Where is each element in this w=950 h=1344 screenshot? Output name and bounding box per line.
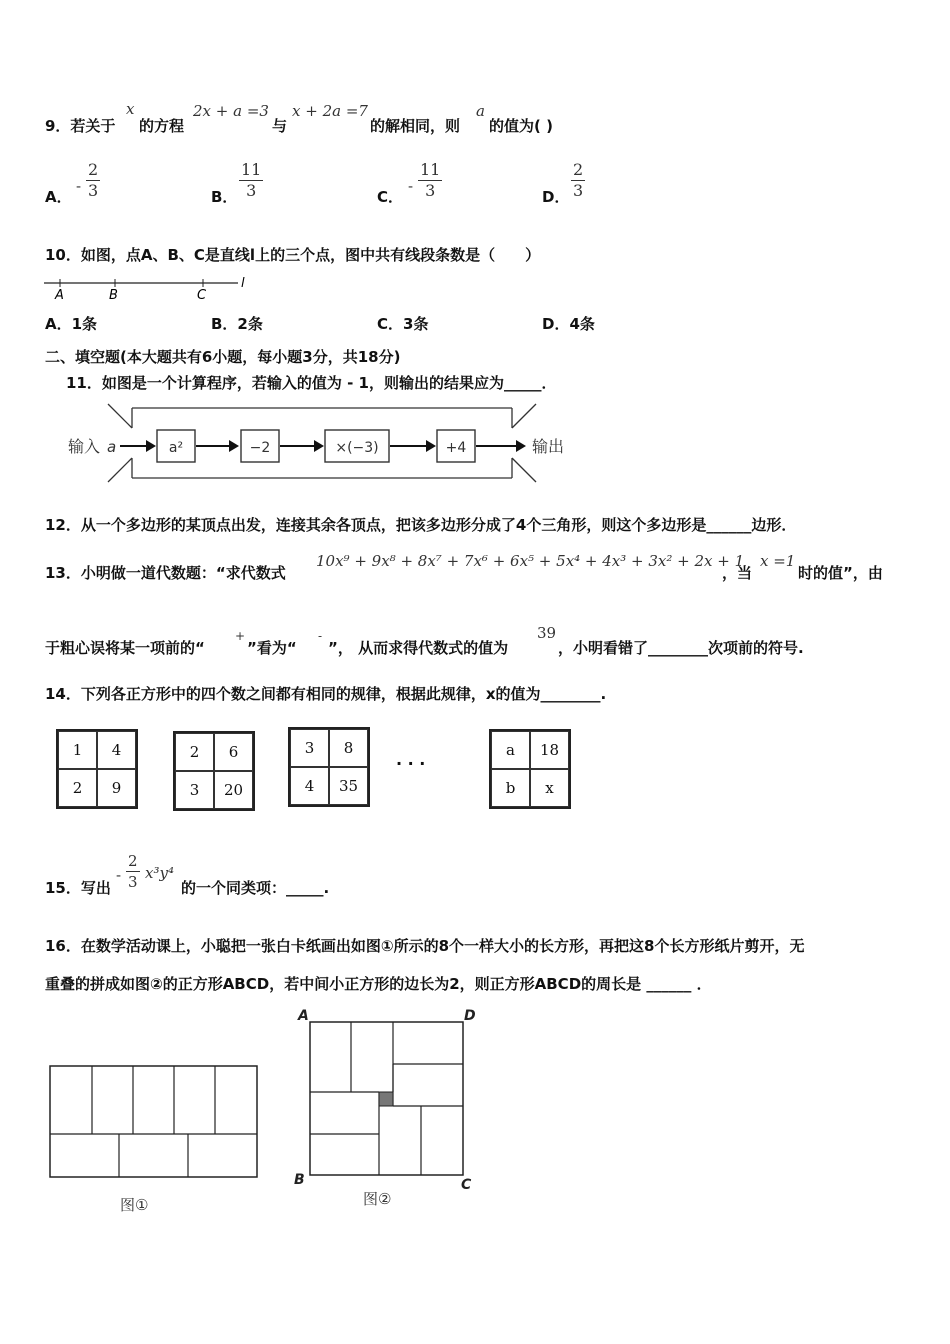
- q11-input-var: a: [107, 438, 117, 456]
- q13-minus: -: [318, 629, 323, 643]
- q14-stem: 14．下列各正方形中的四个数之间都有相同的规律，根据此规律，x的值为________.: [45, 685, 607, 703]
- q9-stem-end: 的值为( ): [489, 117, 553, 135]
- q10-option-c: C．3条: [377, 315, 429, 333]
- q9-option-c-den: 3: [425, 181, 436, 200]
- q11-stem: 11．如图是一个计算程序，若输入的值为 - 1，则输出的结果应为_____．: [66, 374, 557, 392]
- q12-stem: 12．从一个多边形的某顶点出发，连接其余各顶点，把该多边形分成了4个三角形，则这个多边形是______边形．: [45, 516, 797, 534]
- q14-square-3-cell: 8: [329, 729, 368, 767]
- q10-stem: 10．如图，点A、B、C是直线l上的三个点，图中共有线段条数是（ ）: [45, 246, 541, 264]
- q16-line-2: 重叠的拼成如图②的正方形ABCD，若中间小正方形的边长为2，则正方形ABCD的周长是 ______ ．: [45, 975, 712, 993]
- q9-option-b-num: 11: [241, 160, 262, 179]
- q13-line2-pre: 于粗心误将某一项前的“: [45, 639, 205, 657]
- q16-corner-d: D: [464, 1008, 476, 1024]
- q15-stem-end: 的一个同类项：_____.: [181, 879, 330, 897]
- q10-point-a: A: [55, 288, 64, 303]
- q13-line1-end: 时的值”，由: [798, 564, 883, 582]
- q13-plus: +: [235, 629, 246, 643]
- q16-corner-b: B: [294, 1172, 305, 1188]
- q15-stem-pre: 15．写出: [45, 879, 111, 897]
- q13-line2-mid1: ”看为“: [247, 639, 297, 657]
- q14-square-last-cell: 18: [530, 731, 569, 769]
- q14-square-1-cell: 2: [58, 769, 97, 807]
- q15-fraction: [126, 851, 140, 892]
- q9-option-b-label: B．: [211, 188, 238, 206]
- q11-flowchart: [60, 402, 575, 484]
- q14-square-3-cell: 35: [329, 767, 368, 805]
- q11-step-2: −2: [249, 440, 271, 456]
- q14-square-1-cell: 1: [58, 731, 97, 769]
- q16-figure-2-caption: 图②: [363, 1190, 392, 1208]
- q14-square-3-cell: 4: [290, 767, 329, 805]
- q9-option-b-fraction: [239, 160, 263, 201]
- q14-square-2-cell: 20: [214, 771, 253, 809]
- q9-option-d-num: 2: [573, 160, 584, 179]
- q13-value: 39: [537, 624, 557, 642]
- q14-square-1-cell: 4: [97, 731, 136, 769]
- q15-sign: -: [116, 866, 122, 884]
- q13-line2-end: ，小明看错了________次项前的符号.: [558, 639, 804, 657]
- q9-option-b-den: 3: [246, 181, 257, 200]
- q9-stem-eq-word: 的方程: [139, 117, 185, 135]
- q9-option-d-label: D．: [542, 188, 570, 206]
- q9-option-a-fraction: [86, 160, 100, 201]
- q13-condition: x =1: [760, 552, 796, 570]
- q11-output-label: 输出: [532, 437, 565, 456]
- q10-line-figure: [40, 272, 260, 304]
- q14-square-last-cell: b: [491, 769, 530, 807]
- q9-and-word: 与: [272, 117, 288, 135]
- section-2-title: 二、填空题(本大题共有6小题，每小题3分，共18分): [45, 348, 401, 366]
- q11-input-label: 输入: [68, 437, 101, 456]
- q15-den: 3: [128, 873, 138, 891]
- q14-square-3: [288, 727, 370, 807]
- q9-option-a-sign: -: [76, 177, 82, 195]
- q9-equation-2: x + 2a =7: [292, 102, 368, 120]
- q9-option-d-fraction: [571, 160, 585, 201]
- q16-line-1: 16．在数学活动课上，小聪把一张白卡纸画出如图①所示的8个一样大小的长方形，再把这8个长方形纸片剪开，无: [45, 937, 805, 955]
- q14-square-1-cell: 9: [97, 769, 136, 807]
- q13-polynomial: 10x⁹ + 9x⁸ + 8x⁷ + 7x⁶ + 6x⁵ + 5x⁴ + 4x³ + 3x² + 2x + 1: [316, 552, 745, 570]
- q15-num: 2: [128, 852, 138, 870]
- q10-option-b: B．2条: [211, 315, 263, 333]
- q14-square-2-cell: 3: [175, 771, 214, 809]
- q14-square-last: [489, 729, 571, 809]
- q14-square-last-cell: x: [530, 769, 569, 807]
- q14-square-3-cell: 3: [290, 729, 329, 767]
- q9-stem-mid: 的解相同，则: [370, 117, 461, 135]
- q14-square-2: [173, 731, 255, 811]
- q14-square-1: [56, 729, 138, 809]
- q16-center-square: [379, 1092, 393, 1106]
- q14-square-2-cell: 2: [175, 733, 214, 771]
- q16-figure-1-caption: 图①: [120, 1196, 149, 1214]
- q13-line1-pre: 13．小明做一道代数题：“求代数式: [45, 564, 286, 582]
- q9-option-a-num: 2: [88, 160, 99, 179]
- q9-stem-pre: 9．若关于: [45, 117, 116, 135]
- q16-figure-2: [290, 1006, 490, 1216]
- q16-figure-1: [45, 1062, 265, 1222]
- q13-line1-mid: ，当: [722, 564, 753, 582]
- q11-step-3: ×(−3): [335, 440, 379, 456]
- q10-option-d: D．4条: [542, 315, 595, 333]
- q11-step-4: +4: [445, 440, 467, 456]
- q9-equation-1: 2x + a =3: [193, 102, 269, 120]
- q9-option-c-sign: -: [408, 177, 414, 195]
- q9-option-a-label: A．: [45, 188, 72, 206]
- q9-var-a: a: [476, 102, 485, 120]
- q9-var-x: x: [126, 100, 135, 118]
- q13-line2-mid2: ”， 从而求得代数式的值为: [328, 639, 509, 657]
- q15-term: x³y⁴: [145, 864, 174, 882]
- q10-point-b: B: [109, 288, 118, 303]
- q11-step-1: a²: [168, 440, 184, 456]
- q9-option-c-num: 11: [420, 160, 441, 179]
- q14-ellipsis: · · ·: [396, 754, 426, 773]
- q10-point-c: C: [197, 288, 207, 303]
- q14-square-2-cell: 6: [214, 733, 253, 771]
- q14-square-last-cell: a: [491, 731, 530, 769]
- q10-line-label: l: [241, 276, 245, 291]
- q9-option-c-fraction: [418, 160, 442, 201]
- q16-corner-c: C: [461, 1177, 472, 1193]
- q10-option-a: A．1条: [45, 315, 98, 333]
- q9-option-a-den: 3: [88, 181, 99, 200]
- q9-option-c-label: C．: [377, 188, 404, 206]
- q9-option-d-den: 3: [573, 181, 584, 200]
- q16-corner-a: A: [298, 1008, 309, 1024]
